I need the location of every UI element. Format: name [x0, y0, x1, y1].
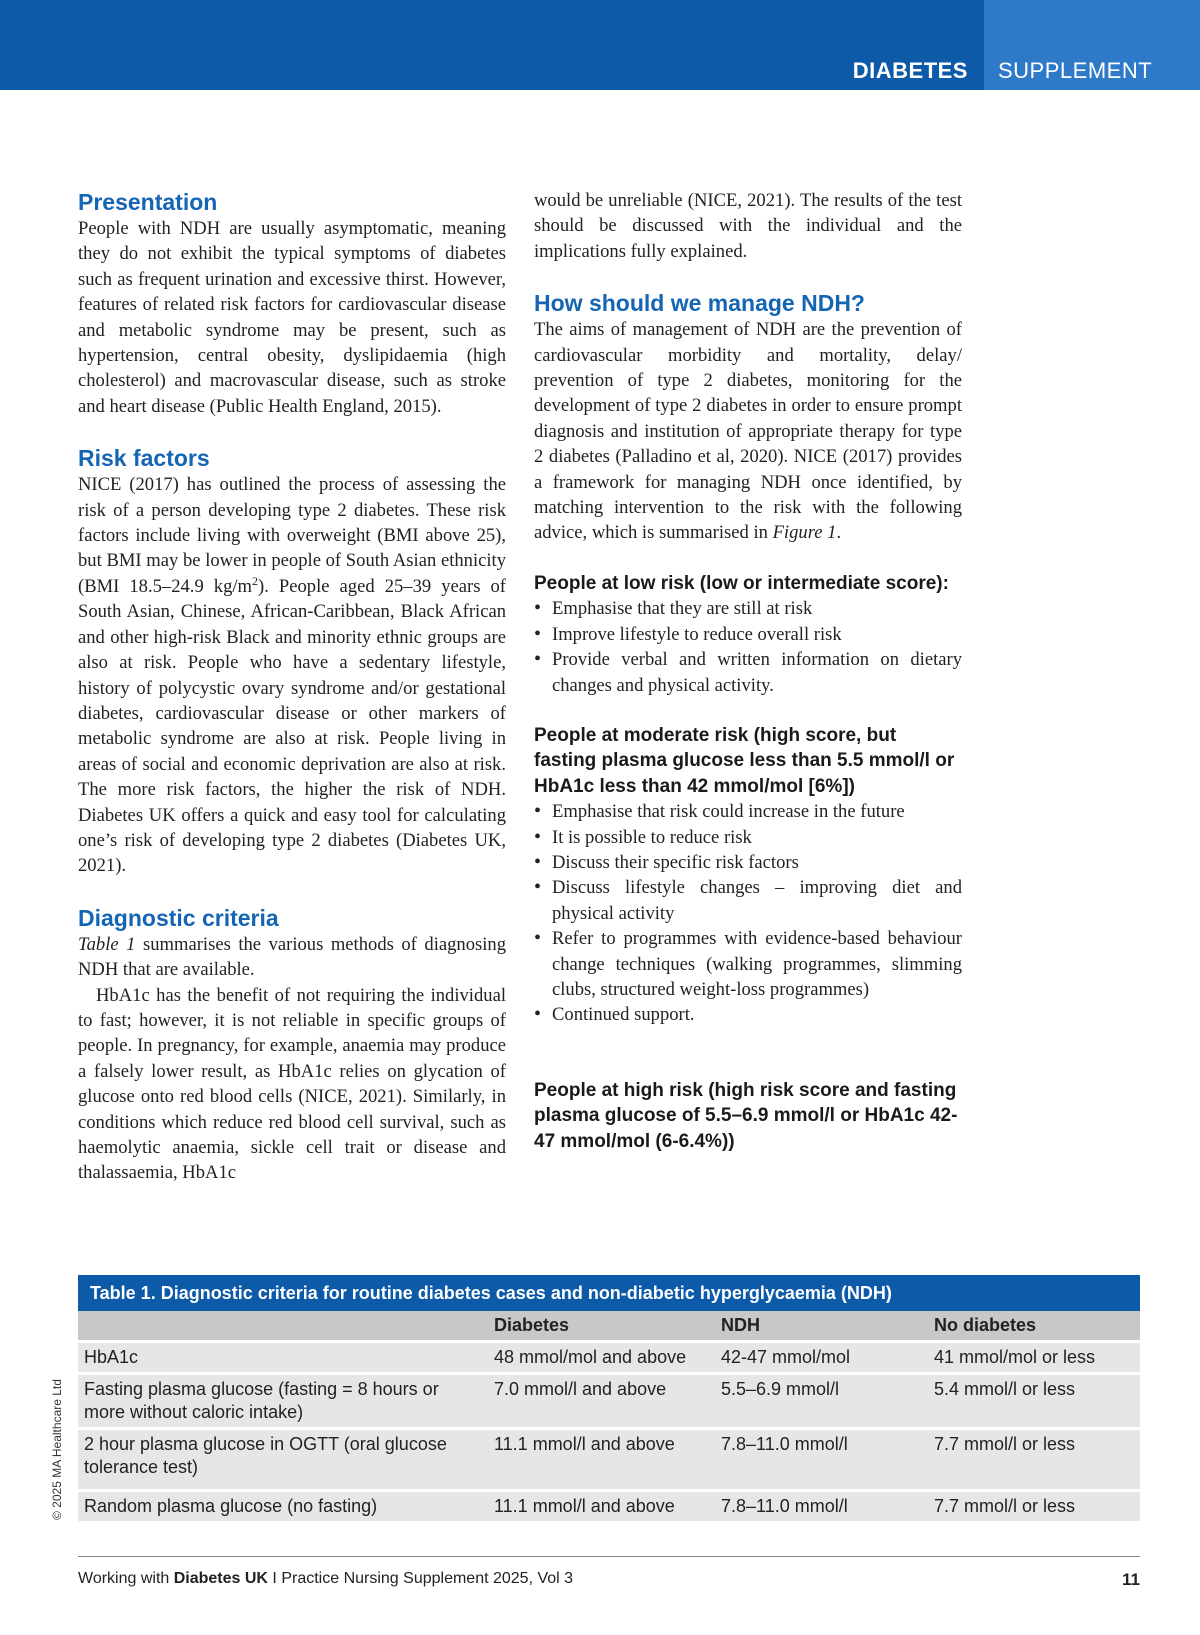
right-column	[534, 188, 962, 1154]
moderate-risk-heading: People at moderate risk (high score, but fasting plasma glucose less than 5.5 mmol/l or HbA1c less than 42 mmol/mol [6%])	[534, 724, 955, 797]
page-number: 11	[1122, 1570, 1140, 1589]
left-column	[78, 188, 506, 1186]
table-row	[78, 1427, 1140, 1489]
table-cell: 42-47 mmol/mol	[721, 1347, 851, 1367]
table-header-cell: No diabetes	[934, 1315, 1037, 1335]
hba1c-text: HbA1c has the benefit of not requiring the individual to fast; however, it is not reliable in specific groups of people. In pregnancy, for example, anaemia may produce a falsely lower result, as HbA1c relies on glycation of glucose onto red blood cells (NICE, 2021). Similarly, in conditions which reduce red blood cell survival, such as haemolytic anaemia, sickle cell trait or disease and thalassaemia, HbA1c	[78, 984, 506, 1184]
table-row	[78, 1340, 1140, 1372]
list-item: • Emphasise that risk could increase in the future	[534, 799, 962, 824]
header-section-title: DIABETES	[852, 58, 968, 83]
table-cell: Random plasma glucose (no fasting)	[84, 1496, 378, 1516]
table-header-row	[78, 1311, 1140, 1340]
table-row	[78, 1489, 1140, 1521]
table-cell: 7.7 mmol/l or less	[934, 1496, 1076, 1516]
list-item: • Emphasise that they are still at risk	[534, 596, 962, 621]
table-cell: 7.7 mmol/l or less	[934, 1434, 1076, 1454]
presentation-heading: Presentation	[78, 189, 218, 215]
manage-ndh-text: The aims of management of NDH are the prevention of cardiovascular morbidity and mortality, delay/ prevention of type 2 diabetes, monitoring for the development of type 2 diabetes in order to ensure prompt diagnosis and institution of appropriate therapy for type 2 diabetes (Palladino et al, 2020). NICE (2017) provides a framework for managing NDH once identified, by matching intervention to the risk with the following advice, which is summarised in Figure 1.	[534, 319, 962, 544]
list-item: • It is possible to reduce risk	[534, 825, 962, 850]
list-item: • Continued support.	[534, 1002, 962, 1027]
figure-reference[interactable]: Figure 1	[772, 522, 837, 544]
header-supplement-label: SUPPLEMENT	[998, 58, 1153, 83]
manage-ndh-heading: How should we manage NDH?	[534, 290, 865, 317]
table-cell: Fasting plasma glucose (fasting = 8 hours or more without caloric intake)	[84, 1379, 439, 1422]
table-cell: 48 mmol/mol and above	[494, 1347, 687, 1367]
table-cell: 5.5–6.9 mmol/l	[721, 1379, 840, 1399]
moderate-risk-list	[534, 799, 962, 1028]
risk-factors-text: NICE (2017) has outlined the process of assessing the risk of a person developing type 2 diabetes. These risk factors include living with overweight (BMI above 25), but BMI may be lower in people of South Asian ethnicity (BMI 18.5–24.9 $kg/m^2$). People aged 25–39 years of South Asian, Chinese, African-Caribbean, Black African and other high-risk Black and minority ethnic groups are also at risk. People who have a sedentary lifestyle, history of polycystic ovary syndrome and/or gestational diabetes, cardiovascular disease or other markers of metabolic syndrome are also at risk. People living in areas of social and economic deprivation are also at risk. The more risk factors, the higher the risk of NDH. Diabetes UK offers a quick and easy tool for calculating one’s risk of developing type 2 diabetes (Diabetes UK, 2021).	[78, 474, 506, 877]
table-header-cell	[78, 1311, 488, 1340]
table-cell: 7.8–11.0 mmol/l	[721, 1434, 848, 1454]
table-cell: HbA1c	[84, 1347, 139, 1367]
table-reference[interactable]: Table 1	[78, 933, 136, 955]
table-cell: 7.0 mmol/l and above	[494, 1379, 667, 1399]
table-header-cell: Diabetes	[494, 1315, 570, 1335]
list-item: • Provide verbal and written information on dietary changes and physical activity.	[534, 647, 962, 698]
table-row	[78, 1372, 1140, 1427]
risk-factors-heading: Risk factors	[78, 445, 210, 472]
table-cell: 11.1 mmol/l and above	[494, 1496, 675, 1516]
diagnostic-criteria-heading: Diagnostic criteria	[78, 904, 279, 931]
footer-divider	[78, 1556, 1140, 1557]
continued-text: would be unreliable (NICE, 2021). The results of the test should be discussed with the individual and the implications fully explained.	[534, 190, 962, 262]
table-header-cell: NDH	[721, 1315, 760, 1335]
footer-citation: Working with Diabetes UK I Practice Nursing Supplement 2025, Vol 3	[78, 1570, 574, 1587]
list-item: • Discuss their specific risk factors	[534, 850, 962, 875]
diagnostic-criteria-text: Table 1 summarises the various methods of diagnosing NDH that are available.	[78, 933, 506, 981]
table-cell: 7.8–11.0 mmol/l	[721, 1496, 848, 1516]
low-risk-list	[534, 596, 962, 698]
copyright-notice: © 2025 MA Healthcare Ltd	[50, 1379, 64, 1520]
table-cell: 2 hour plasma glucose in OGTT (oral glucose tolerance test)	[84, 1434, 447, 1477]
table-cell: 41 mmol/mol or less	[934, 1347, 1096, 1367]
diagnostic-criteria-table	[78, 1275, 1140, 1521]
high-risk-heading: People at high risk (high risk score and fasting plasma glucose of 5.5–6.9 mmol/l or HbA1c 42-47 mmol/mol (6-6.4%))	[534, 1079, 958, 1152]
header-bar	[0, 0, 984, 90]
list-item: • Refer to programmes with evidence-based behaviour change techniques (walking programmes, slimming clubs, structured weight-loss programmes)	[534, 926, 962, 1002]
list-item: • Discuss lifestyle changes – improving diet and physical activity	[534, 875, 962, 926]
low-risk-heading: People at low risk (low or intermediate score):	[534, 572, 949, 594]
list-item: • Improve lifestyle to reduce overall risk	[534, 622, 962, 647]
table-cell: 11.1 mmol/l and above	[494, 1434, 675, 1454]
table-title: Table 1. Diagnostic criteria for routine diabetes cases and non-diabetic hyperglycaemia (NDH)	[78, 1275, 1140, 1311]
table-cell: 5.4 mmol/l or less	[934, 1379, 1076, 1399]
presentation-text: People with NDH are usually asymptomatic, meaning they do not exhibit the typical symptoms of diabetes such as frequent urination and excessive thirst. However, features of related risk factors for cardiovascular disease and metabolic syndrome may be present, such as hypertension, central obesity, dyslipidaemia (high cholesterol) and macrovascular disease, such as stroke and heart disease (Public Health England, 2015).	[78, 218, 506, 417]
